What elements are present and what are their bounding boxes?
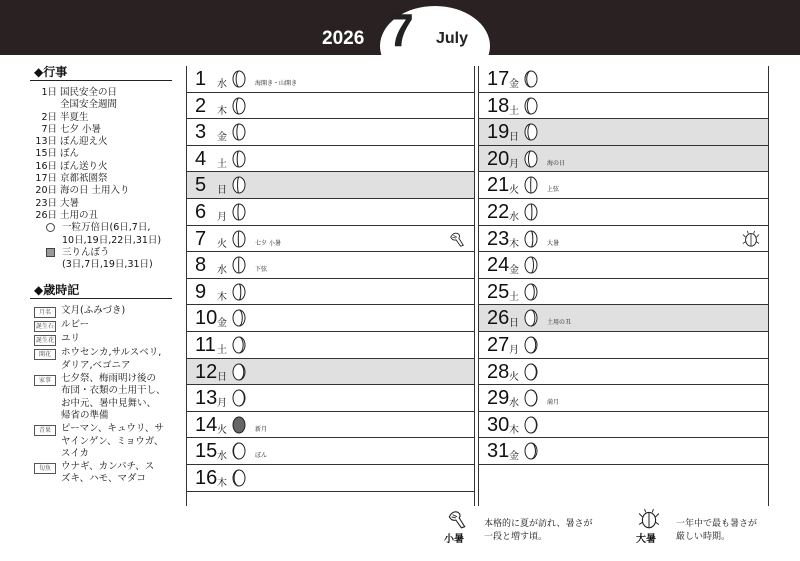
saijiki-list xyxy=(30,305,172,485)
moon-phase-icon xyxy=(232,256,246,274)
weekday-label: 水 xyxy=(217,451,227,463)
weekday-label: 月 xyxy=(509,345,519,356)
day-number: 7 xyxy=(195,227,207,250)
day-row xyxy=(479,66,768,93)
saijiki-text xyxy=(61,423,172,460)
moon-phase-icon xyxy=(524,309,538,327)
event-text: 国民安全の日 xyxy=(60,87,118,98)
day-row xyxy=(479,172,768,199)
moon-phase-icon xyxy=(524,70,538,88)
day-row xyxy=(187,465,474,492)
saijiki-line: ルビー xyxy=(61,319,90,331)
day-row xyxy=(187,66,474,93)
weekday-label: 日 xyxy=(217,371,227,383)
event-date xyxy=(30,99,60,111)
moon-phase-icon xyxy=(524,363,538,381)
saijiki-badge: 旬魚 xyxy=(34,463,56,474)
square-legend-icon xyxy=(46,248,55,257)
day-number: 17 xyxy=(487,68,510,90)
day-number: 22 xyxy=(487,201,510,223)
event-date: 26日 xyxy=(35,209,57,221)
event-item xyxy=(30,173,172,185)
legend-list xyxy=(30,222,172,271)
moon-phase-icon xyxy=(524,283,538,301)
moon-phase-icon xyxy=(524,203,538,221)
event-date: 15日 xyxy=(35,148,57,160)
saijiki-line: スイカ xyxy=(61,447,90,459)
legend-text: 一粒万倍日(6日,7日, xyxy=(62,222,151,234)
day-note: 海開き・山開き xyxy=(255,80,298,87)
event-text: 全国安全週間 xyxy=(60,99,118,111)
moon-phase-icon xyxy=(232,336,246,354)
circle-mark-slot xyxy=(30,235,56,247)
saijiki-line: ユリ xyxy=(61,333,81,345)
weekday-label: 金 xyxy=(509,265,519,277)
day-row xyxy=(187,305,474,332)
day-note: 満月 xyxy=(547,399,560,407)
day-number: 15 xyxy=(195,440,218,463)
weekday-label: 火 xyxy=(509,185,519,197)
saijiki-badge: 開花 xyxy=(34,349,56,360)
weekday-label: 月 xyxy=(509,158,519,170)
weekday-label: 水 xyxy=(509,212,519,223)
day-row xyxy=(479,252,768,279)
legend-text: 10日,19日,22日,31日) xyxy=(62,234,162,246)
day-number: 2 xyxy=(195,94,207,117)
moon-phase-icon xyxy=(524,150,538,168)
day-row xyxy=(479,332,768,359)
day-note: 海の日 xyxy=(547,159,566,167)
day-row xyxy=(479,226,768,253)
event-date: 7日 xyxy=(41,123,57,135)
moon-phase-icon xyxy=(524,230,538,248)
day-note: 新月 xyxy=(255,425,268,433)
day-row xyxy=(479,359,768,386)
day-number: 28 xyxy=(487,360,510,383)
saijiki-text xyxy=(61,461,172,486)
calendar-column-right xyxy=(479,66,768,506)
day-number: 8 xyxy=(195,254,207,277)
day-note: ぼん xyxy=(255,452,268,460)
day-note: 上弦 xyxy=(547,186,560,194)
saijiki-line: 帰省の準備 xyxy=(61,409,109,421)
day-number: 27 xyxy=(487,334,510,356)
event-date: 23日 xyxy=(35,197,57,209)
day-number: 30 xyxy=(487,413,510,436)
event-item xyxy=(30,124,172,136)
day-row xyxy=(479,279,768,306)
event-date: 20日 xyxy=(35,185,57,197)
day-number: 4 xyxy=(195,147,207,170)
event-text: ぼん xyxy=(60,148,80,160)
moon-phase-icon xyxy=(232,70,246,88)
moon-phase-icon xyxy=(232,283,246,301)
sekki-description xyxy=(484,518,593,544)
saijiki-badge: 青果 xyxy=(34,425,56,436)
day-number: 3 xyxy=(195,121,207,144)
legend-text: 三りんぼう xyxy=(62,246,110,258)
weekday-label: 金 xyxy=(509,451,519,463)
events-list xyxy=(30,87,172,222)
circle-legend-icon xyxy=(46,223,55,232)
saijiki-line: 七夕祭、梅雨明け後の xyxy=(61,373,157,385)
sekki-description xyxy=(676,518,757,544)
day-note: 土用の丑 xyxy=(547,319,572,327)
event-item xyxy=(30,148,172,160)
day-number: 19 xyxy=(487,121,510,144)
event-date: 2日 xyxy=(41,111,57,123)
weekday-label: 木 xyxy=(217,105,227,117)
day-number: 11 xyxy=(195,334,216,356)
day-number: 20 xyxy=(487,147,510,170)
day-row xyxy=(479,199,768,226)
divider-line xyxy=(474,66,475,506)
day-number: 1 xyxy=(195,68,207,90)
day-row xyxy=(479,305,768,332)
sekki-line: 本格的に夏が訪れ、暑さが xyxy=(484,519,593,529)
weekday-label: 金 xyxy=(217,318,227,330)
saijiki-line: ホウセンカ,サルスベリ, xyxy=(61,347,162,359)
weekday-label: 木 xyxy=(509,238,519,250)
saijiki-item xyxy=(30,423,172,460)
event-item xyxy=(30,87,172,99)
event-date: 17日 xyxy=(35,173,57,185)
event-text: 半夏生 xyxy=(60,111,89,123)
event-text: 京都祇園祭 xyxy=(60,173,108,185)
day-number: 31 xyxy=(487,440,510,463)
day-row xyxy=(187,438,474,465)
event-item xyxy=(30,99,172,111)
event-item xyxy=(30,161,172,173)
event-text: ぼん迎え火 xyxy=(60,136,108,148)
moon-phase-icon xyxy=(524,336,538,354)
event-text: 七夕 小暑 xyxy=(60,123,102,135)
circle-mark-slot xyxy=(30,222,56,234)
moon-phase-icon xyxy=(232,123,246,141)
event-item xyxy=(30,198,172,210)
day-row xyxy=(187,385,474,412)
event-date: 1日 xyxy=(41,87,57,98)
weekday-label: 木 xyxy=(509,424,519,436)
day-number: 23 xyxy=(487,227,510,250)
day-note: 大暑 xyxy=(547,239,560,247)
moon-phase-icon xyxy=(524,256,538,274)
saijiki-item xyxy=(30,319,172,332)
weekday-label: 日 xyxy=(217,185,227,197)
sekki-line: 一年中で最も暑さが xyxy=(676,519,758,529)
event-item xyxy=(30,112,172,124)
moon-phase-icon xyxy=(524,389,538,407)
taisho-icon xyxy=(742,229,760,249)
saijiki-item xyxy=(30,461,172,486)
saijiki-line: お中元、暑中見舞い、 xyxy=(61,397,157,409)
saijiki-item xyxy=(30,333,172,346)
moon-phase-icon xyxy=(232,150,246,168)
day-number: 5 xyxy=(195,174,207,197)
moon-phase-icon xyxy=(524,97,538,115)
moon-phase-icon xyxy=(232,363,246,381)
moon-phase-icon xyxy=(232,203,246,221)
event-date: 16日 xyxy=(35,160,57,172)
saijiki-item xyxy=(30,305,172,318)
day-row xyxy=(187,93,474,120)
event-text: 海の日 土用入り xyxy=(60,185,130,197)
event-item xyxy=(30,185,172,197)
sidebar xyxy=(30,64,172,486)
saijiki-line: 布団・衣類の土用干し、 xyxy=(61,385,166,397)
day-row xyxy=(187,172,474,199)
day-row xyxy=(187,119,474,146)
moon-phase-icon xyxy=(232,230,246,248)
moon-phase-icon xyxy=(232,416,246,434)
day-number: 14 xyxy=(195,413,218,436)
weekday-label: 土 xyxy=(217,158,227,170)
day-row xyxy=(187,279,474,306)
weekday-label: 土 xyxy=(217,345,227,356)
moon-phase-icon xyxy=(232,389,246,407)
year-label: 2026 xyxy=(322,28,365,49)
saijiki-item xyxy=(30,347,172,372)
day-number: 24 xyxy=(487,254,510,277)
empty-row xyxy=(479,465,768,492)
weekday-label: 金 xyxy=(217,132,227,144)
day-row xyxy=(479,412,768,439)
day-number: 12 xyxy=(195,360,218,383)
weekday-label: 木 xyxy=(217,478,227,489)
weekday-label: 水 xyxy=(509,398,519,410)
day-row xyxy=(187,332,474,359)
saijiki-line: ウナギ、カンパチ、ス xyxy=(61,461,155,473)
weekday-label: 月 xyxy=(217,212,227,223)
weekday-label: 日 xyxy=(509,132,519,144)
shosho-icon xyxy=(448,229,466,249)
day-number: 10 xyxy=(195,307,218,330)
moon-phase-icon xyxy=(232,176,246,194)
day-row xyxy=(479,119,768,146)
shosho-icon xyxy=(446,508,468,530)
sekki-line: 一段と増す頃。 xyxy=(484,532,548,542)
day-row xyxy=(187,359,474,386)
saijiki-badge: 誕生花 xyxy=(35,337,54,345)
legend-item xyxy=(30,222,172,234)
weekday-label: 日 xyxy=(509,318,519,330)
moon-phase-icon xyxy=(232,469,246,487)
weekday-label: 水 xyxy=(217,265,227,277)
weekday-label: 月 xyxy=(217,398,227,410)
day-row xyxy=(187,412,474,439)
saijiki-badge: 月名 xyxy=(34,307,56,318)
event-text: 土用の丑 xyxy=(60,209,99,221)
day-row xyxy=(479,93,768,120)
moon-phase-icon xyxy=(232,97,246,115)
saijiki-item xyxy=(30,373,172,422)
saijiki-badge: 家事 xyxy=(34,375,56,386)
calendar-column-left xyxy=(187,66,474,506)
weekday-label: 火 xyxy=(509,371,519,383)
square-mark-slot xyxy=(30,259,56,271)
saijiki-text xyxy=(61,305,172,318)
sekki-line: 厳しい時期。 xyxy=(676,532,731,542)
divider-line xyxy=(768,66,769,506)
day-row xyxy=(187,146,474,173)
day-note: 下弦 xyxy=(255,266,268,274)
day-number: 9 xyxy=(195,280,207,303)
moon-phase-icon xyxy=(232,309,246,327)
weekday-label: 金 xyxy=(509,79,519,90)
weekday-label: 火 xyxy=(217,424,227,436)
day-number: 16 xyxy=(195,467,218,489)
day-number: 18 xyxy=(487,94,510,117)
saijiki-badge: 誕生石 xyxy=(35,323,54,331)
event-date: 13日 xyxy=(35,136,57,148)
month-number: 7 xyxy=(388,4,414,56)
moon-phase-icon xyxy=(524,176,538,194)
saijiki-line: ピーマン、キュウリ、サ xyxy=(61,423,164,435)
taisho-icon xyxy=(638,508,660,530)
legend-item xyxy=(30,247,172,259)
day-row xyxy=(187,199,474,226)
day-number: 6 xyxy=(195,201,207,223)
month-english: July xyxy=(436,30,469,47)
legend-text: (3日,7日,19日,31日) xyxy=(62,259,153,271)
day-row xyxy=(479,385,768,412)
event-text: ぼん送り火 xyxy=(60,160,108,172)
day-row xyxy=(479,438,768,465)
day-note: 七夕 小暑 xyxy=(255,239,281,247)
day-number: 13 xyxy=(195,387,218,410)
legend-item xyxy=(30,259,172,271)
day-number: 29 xyxy=(487,387,510,410)
saijiki-text xyxy=(61,333,172,346)
saijiki-text xyxy=(61,347,172,372)
day-row xyxy=(187,252,474,279)
saijiki-text xyxy=(61,373,172,422)
events-title: ◆行事 xyxy=(30,64,172,81)
day-row xyxy=(479,146,768,173)
weekday-label: 土 xyxy=(509,291,519,303)
saijiki-line: ズキ、ハモ、マダコ xyxy=(61,473,147,485)
weekday-label: 木 xyxy=(217,291,227,303)
legend-item xyxy=(30,235,172,247)
weekday-label: 水 xyxy=(217,79,227,90)
saijiki-line: ヤインゲン、ミョウガ、 xyxy=(61,435,164,447)
saijiki-line: 文月(ふみづき) xyxy=(61,305,126,317)
saijiki-title: ◆歳時記 xyxy=(30,282,172,299)
day-row xyxy=(187,226,474,253)
sekki-name: 大暑 xyxy=(636,534,656,545)
day-number: 25 xyxy=(487,280,510,303)
moon-phase-icon xyxy=(524,442,538,460)
weekday-label: 土 xyxy=(509,105,519,117)
square-mark-slot xyxy=(30,247,56,259)
event-item xyxy=(30,136,172,148)
moon-phase-icon xyxy=(232,442,246,460)
saijiki-line: ダリア,ベゴニア xyxy=(61,359,131,371)
weekday-label: 火 xyxy=(217,238,227,250)
saijiki-text xyxy=(61,319,172,332)
moon-phase-icon xyxy=(524,123,538,141)
event-text: 大暑 xyxy=(60,197,80,209)
day-number: 21 xyxy=(487,174,510,197)
event-item xyxy=(30,210,172,222)
sekki-name: 小暑 xyxy=(444,534,464,545)
day-number: 26 xyxy=(487,307,510,330)
moon-phase-icon xyxy=(524,416,538,434)
